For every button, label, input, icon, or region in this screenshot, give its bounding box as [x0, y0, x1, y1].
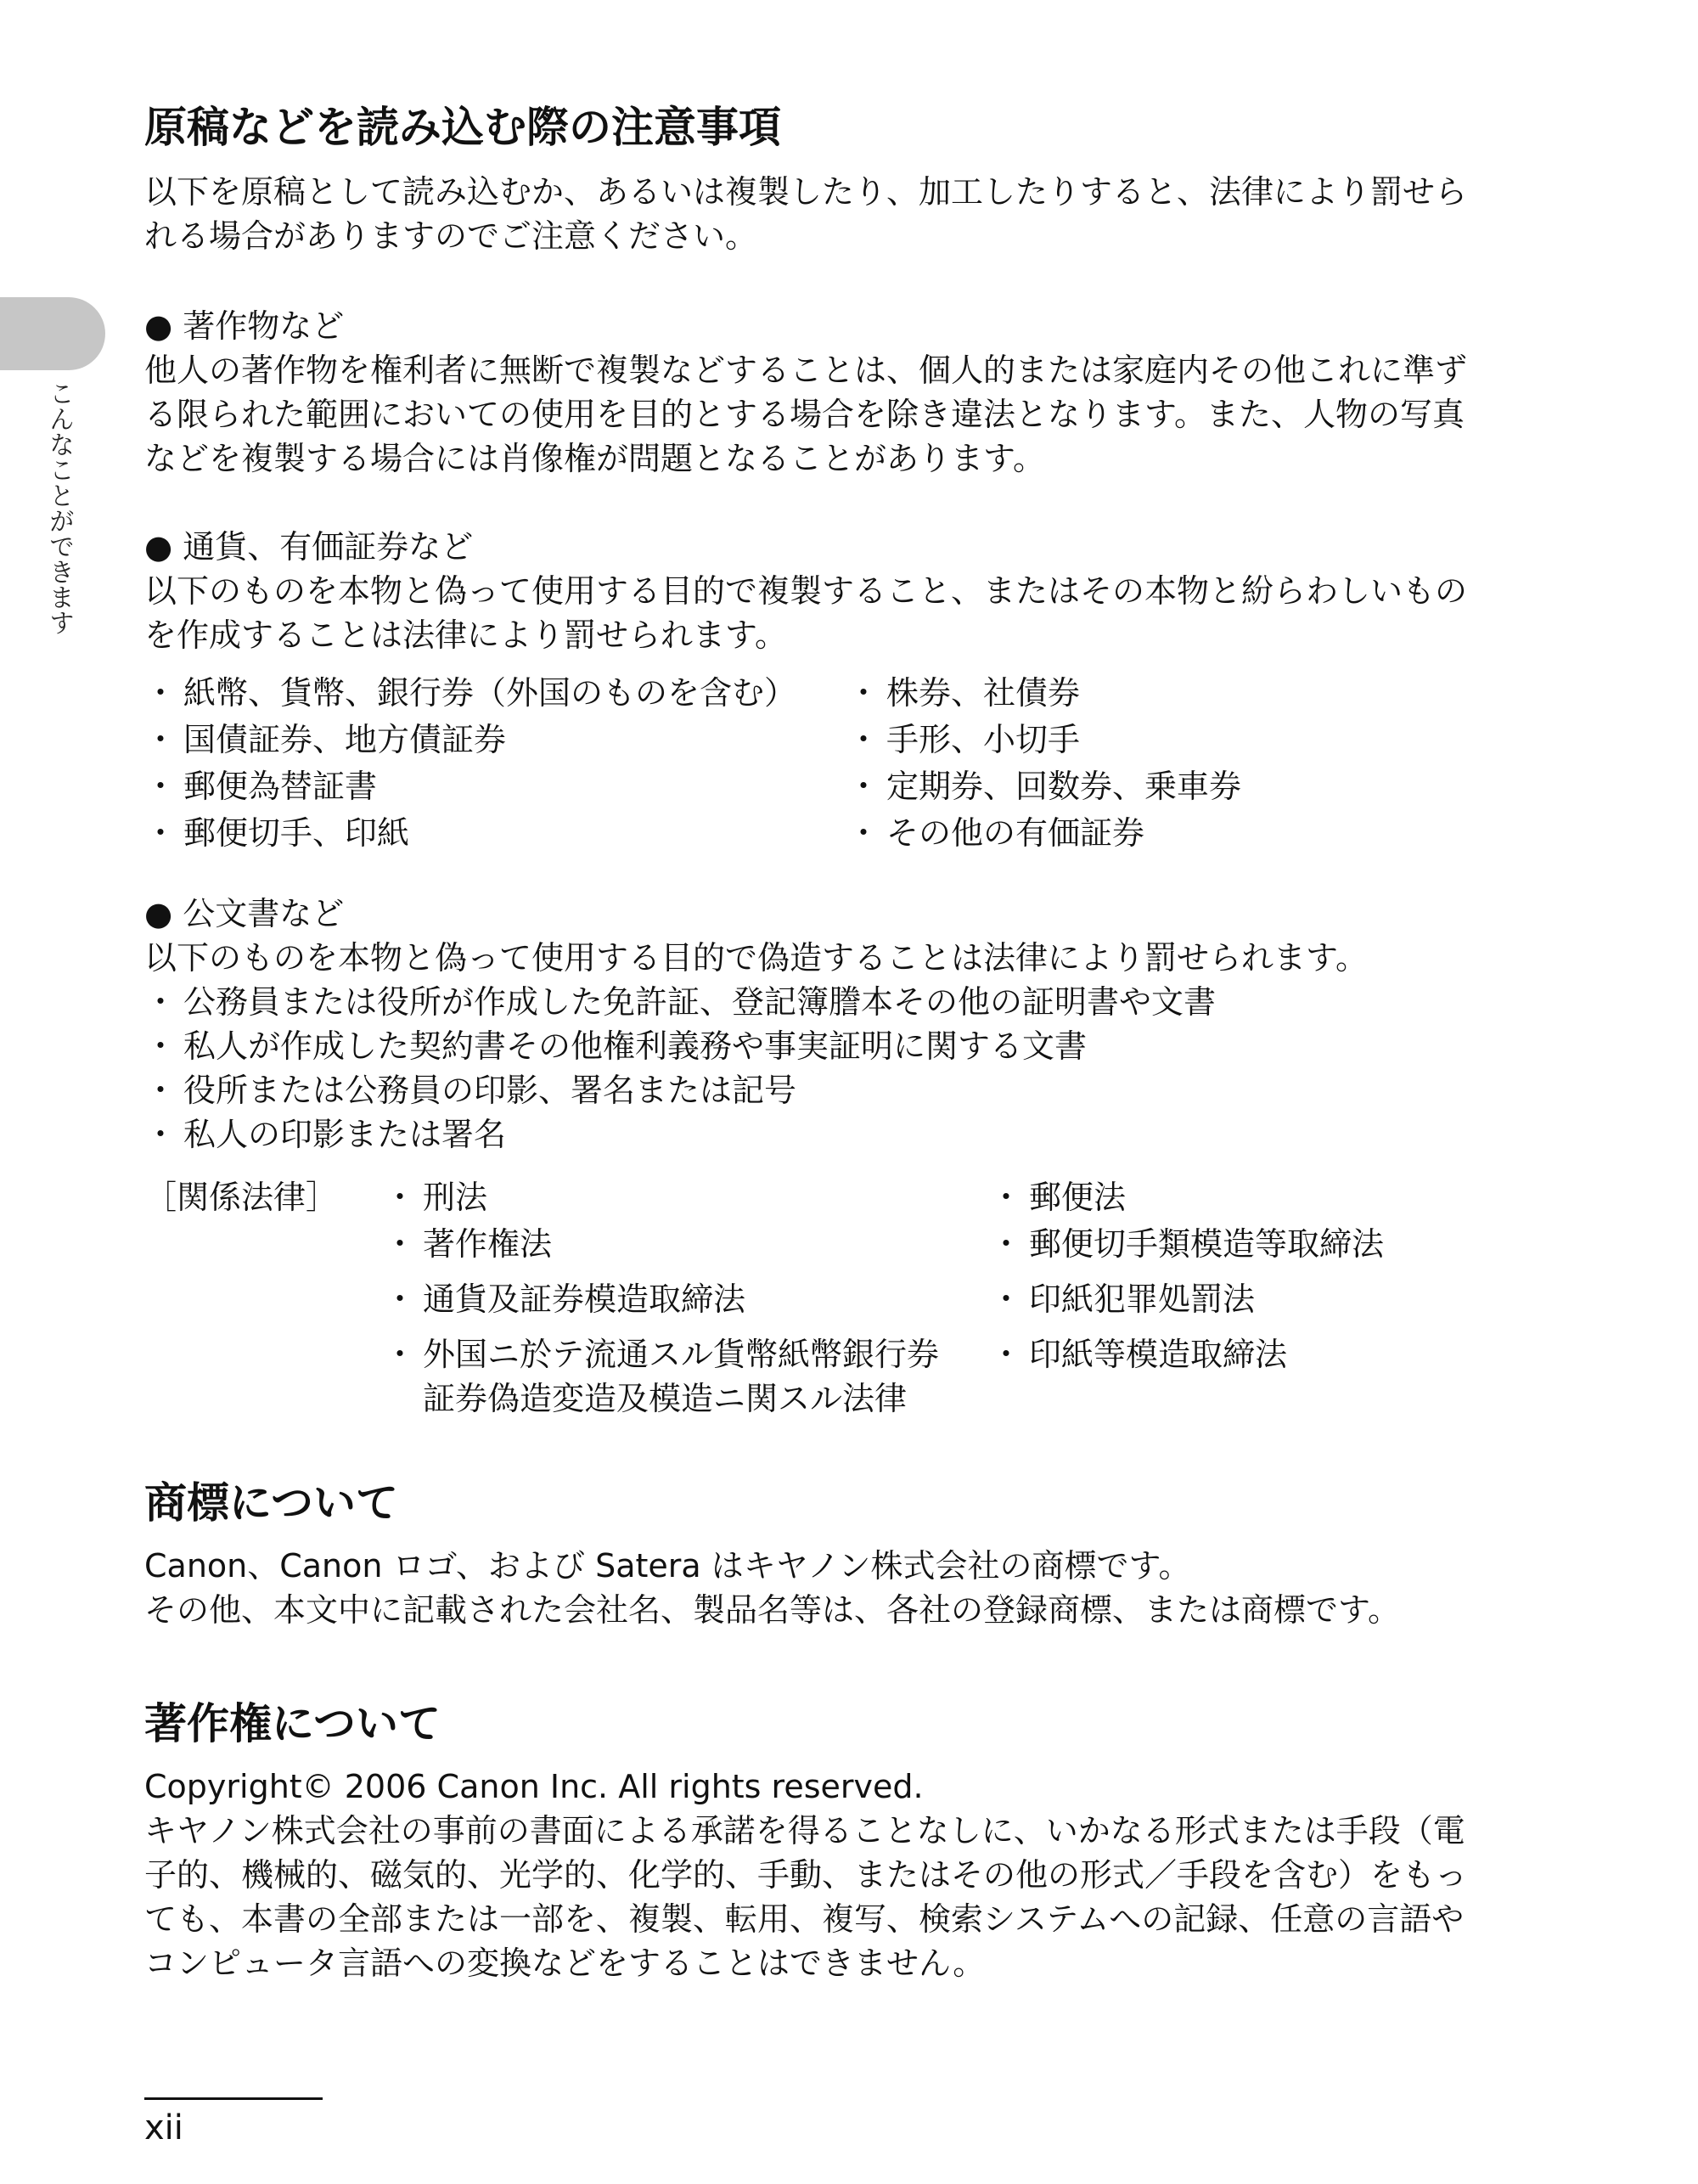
text-line: 他人の著作物を権利者に無断で複製などすることは、個人的または家庭内その他これに準ず	[144, 352, 1468, 389]
list-item: ・ 役所または公務員の印影、署名または記号	[144, 1072, 797, 1109]
official-docs-list	[144, 980, 1503, 1158]
text-line: その他、本文中に記載された会社名、製品名等は、各社の登録商標、または商標です。	[144, 1591, 1400, 1629]
list-item: ・ 郵便法	[990, 1179, 1127, 1216]
list-item: ・ 印紙等模造取締法	[990, 1336, 1288, 1373]
text-line: キヤノン株式会社の事前の書面による承諾を得ることなしに、いかなる形式または手段（電	[144, 1812, 1465, 1849]
currency-list-right	[847, 671, 1527, 858]
list-item: ・ 私人が作成した契約書その他権利義務や事実証明に関する文書	[144, 1027, 1088, 1065]
list-item: ・ 著作権法	[384, 1225, 553, 1263]
list-item: ・ 郵便切手類模造等取締法	[990, 1225, 1385, 1263]
related-laws-right	[990, 1175, 1516, 1379]
list-item: ・ 通貨及証券模造取締法	[384, 1281, 746, 1318]
official-docs-paragraph	[144, 936, 1537, 980]
list-item: ・ 刑法	[384, 1179, 488, 1216]
text-line: 以下を原稿として読み込むか、あるいは複製したり、加工したりすると、法律により罰せら	[144, 173, 1468, 211]
related-laws-left	[384, 1175, 978, 1421]
trademarks-paragraph	[144, 1544, 1537, 1632]
section-title-scan-cautions: 原稿などを読み込む際の注意事項	[144, 103, 781, 152]
text-line: 以下のものを本物と偽って使用する目的で複製すること、またはその本物と紛らわしいもの	[144, 572, 1468, 610]
text-line: Canon、Canon ロゴ、および Satera はキヤノン株式会社の商標です。	[144, 1547, 1191, 1585]
copyright-paragraph	[144, 1765, 1537, 1985]
side-chapter-label: こんなことができます	[44, 380, 74, 635]
list-item: ・ 公務員または役所が作成した免許証、登記簿謄本その他の証明書や文書	[144, 983, 1217, 1021]
list-item: ・ 私人の印影または署名	[144, 1116, 507, 1153]
section-title-copyright: 著作権について	[144, 1699, 441, 1748]
list-item: ・ 外国ニ於テ流通スル貨幣紙幣銀行券	[384, 1336, 940, 1373]
page-number: xii	[144, 2108, 183, 2147]
list-item: ・ 国債証券、地方債証券	[144, 721, 507, 758]
text-line: 以下のものを本物と偽って使用する目的で偽造することは法律により罰せられます。	[144, 939, 1368, 977]
intro-paragraph	[144, 170, 1537, 258]
list-item: ・ 印紙犯罪処罰法	[990, 1281, 1256, 1318]
text-line: Copyright© 2006 Canon Inc. All rights reserved.	[144, 1768, 924, 1805]
text-line: ても、本書の全部または一部を、複製、転用、複写、検索システムへの記録、任意の言語や	[144, 1900, 1465, 1938]
list-item: ・ 株券、社債券	[847, 674, 1081, 712]
text-line: を作成することは法律により罰せられます。	[144, 616, 787, 654]
currency-paragraph	[144, 569, 1537, 657]
copyright-works-paragraph	[144, 348, 1537, 481]
text-line: れる場合がありますのでご注意ください。	[144, 217, 758, 255]
related-laws-label: ［関係法律］	[144, 1179, 339, 1216]
text-line: コンピュータ言語への変換などをすることはできません。	[144, 1945, 986, 1982]
currency-heading: ● 通貨、有価証券など	[144, 528, 474, 566]
text-line: 子的、機械的、磁気的、光学的、化学的、手動、またはその他の形式／手段を含む）をもっ	[144, 1856, 1468, 1894]
currency-list-left	[144, 671, 841, 858]
footer-rule	[144, 2097, 323, 2100]
section-title-trademarks: 商標について	[144, 1478, 398, 1528]
list-item: ・ 手形、小切手	[847, 721, 1081, 758]
text-line: などを複製する場合には肖像権が問題となることがあります。	[144, 440, 1045, 477]
text-line: る限られた範囲においての使用を目的とする場合を除き違法となります。また、人物の写真	[144, 396, 1465, 433]
list-item: ・ 紙幣、貨幣、銀行券（外国のものを含む）	[144, 674, 797, 712]
official-docs-heading: ● 公文書など	[144, 895, 345, 932]
copyright-works-heading: ● 著作物など	[144, 307, 345, 345]
list-item-continuation: 証券偽造変造及模造ニ関スル法律	[423, 1380, 908, 1417]
list-item: ・ 郵便為替証書	[144, 768, 378, 805]
list-item: ・ 定期券、回数券、乗車券	[847, 768, 1242, 805]
list-item: ・ 郵便切手、印紙	[144, 814, 410, 852]
list-item: ・ その他の有価証券	[847, 814, 1145, 852]
side-tab	[0, 297, 105, 370]
